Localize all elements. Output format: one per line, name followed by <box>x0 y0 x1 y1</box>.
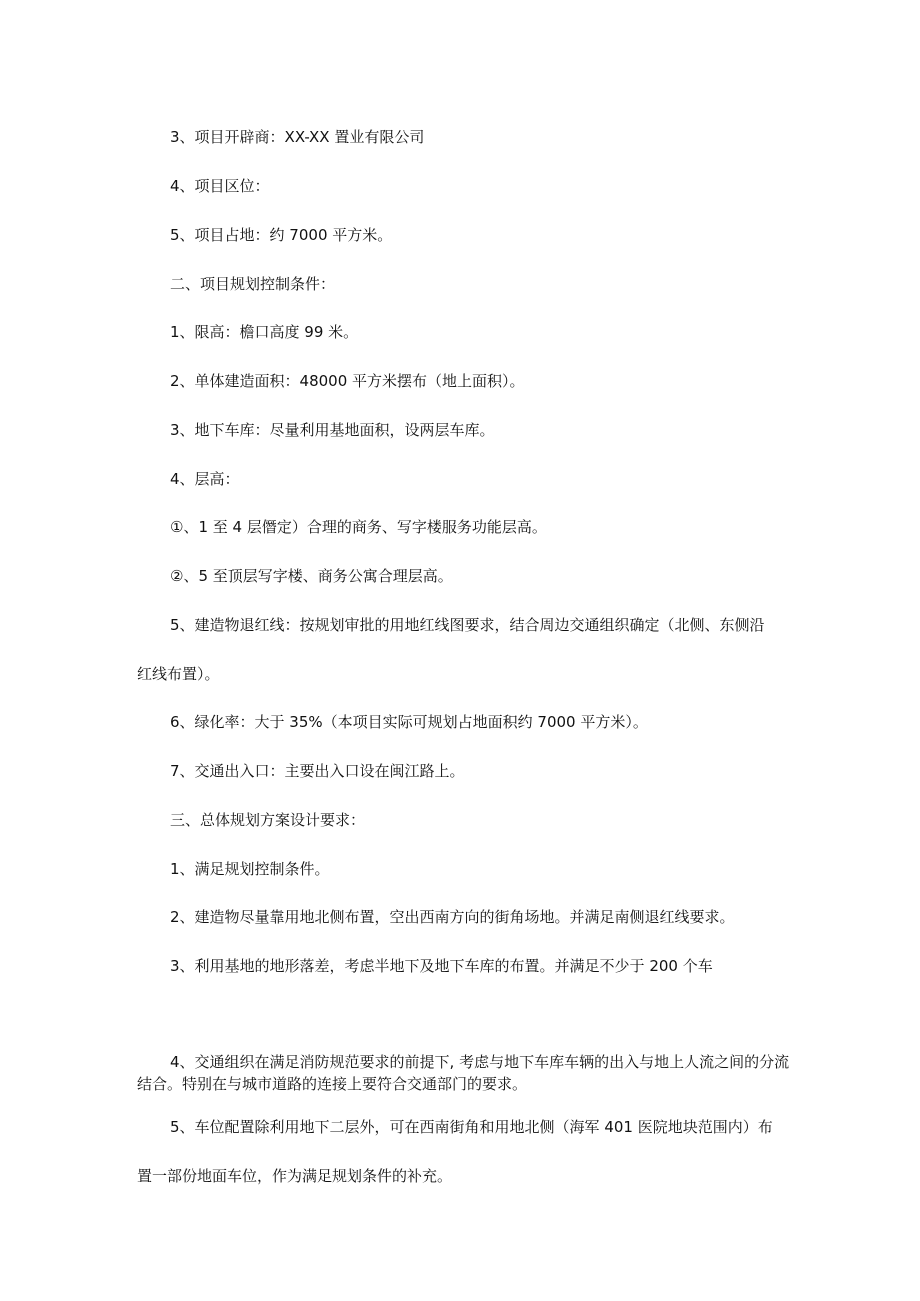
paragraph-height-limit: 1、限高：檐口高度 99 米。 <box>170 323 359 341</box>
paragraph-setback-line1: 5、建造物退红线：按规划审批的用地红线图要求，结合周边交通组织确定（北侧、东侧沿 <box>170 616 765 634</box>
paragraph-location: 4、项目区位： <box>170 177 270 195</box>
paragraph-setback-line2: 红线布置）。 <box>137 665 220 683</box>
paragraph-building-layout: 2、建造物尽量靠用地北侧布置，空出西南方向的街角场地。并满足南侧退红线要求。 <box>170 908 735 926</box>
heading-planning-conditions: 二、项目规划控制条件： <box>170 275 336 293</box>
paragraph-floor-height-2: ②、5 至顶层写字楼、商务公寓合理层高。 <box>170 567 453 585</box>
paragraph-floor-height: 4、层高： <box>170 470 240 488</box>
paragraph-floor-area: 2、单体建造面积：48000 平方米摆布（地上面积）。 <box>170 372 525 390</box>
paragraph-terrain-garage: 3、利用基地的地形落差，考虑半地下及地下车库的布置。并满足不少于 200 个车 <box>170 957 713 975</box>
paragraph-green-rate: 6、绿化率：大于 35%（本项目实际可规划占地面积约 7000 平方米）。 <box>170 713 648 731</box>
paragraph-floor-height-1: ①、1 至 4 层僭定）合理的商务、写字楼服务功能层高。 <box>170 518 547 536</box>
paragraph-parking-line2: 置一部份地面车位，作为满足规划条件的补充。 <box>137 1167 453 1185</box>
paragraph-meet-conditions: 1、满足规划控制条件。 <box>170 860 330 878</box>
paragraph-traffic-entrance: 7、交通出入口：主要出入口设在闽江路上。 <box>170 762 465 780</box>
heading-design-requirements: 三、总体规划方案设计要求： <box>170 811 366 829</box>
paragraph-underground-garage: 3、地下车库：尽量利用基地面积，设两层车库。 <box>170 421 495 439</box>
paragraph-traffic-organization: 4、交通组织在满足消防规范要求的前提下, 考虑与地下车库车辆的出入与地上人流之间的分流结合。特别在与城市道路的连接上要符合交通部门的要求。 <box>137 1053 790 1093</box>
paragraph-developer: 3、项目开辟商：XX-XX 置业有限公司 <box>170 128 425 146</box>
paragraph-parking-line1: 5、车位配置除利用地下二层外，可在西南街角和用地北侧（海军 401 医院地块范围内）布 <box>170 1118 773 1136</box>
paragraph-site-area: 5、项目占地：约 7000 平方米。 <box>170 226 393 244</box>
